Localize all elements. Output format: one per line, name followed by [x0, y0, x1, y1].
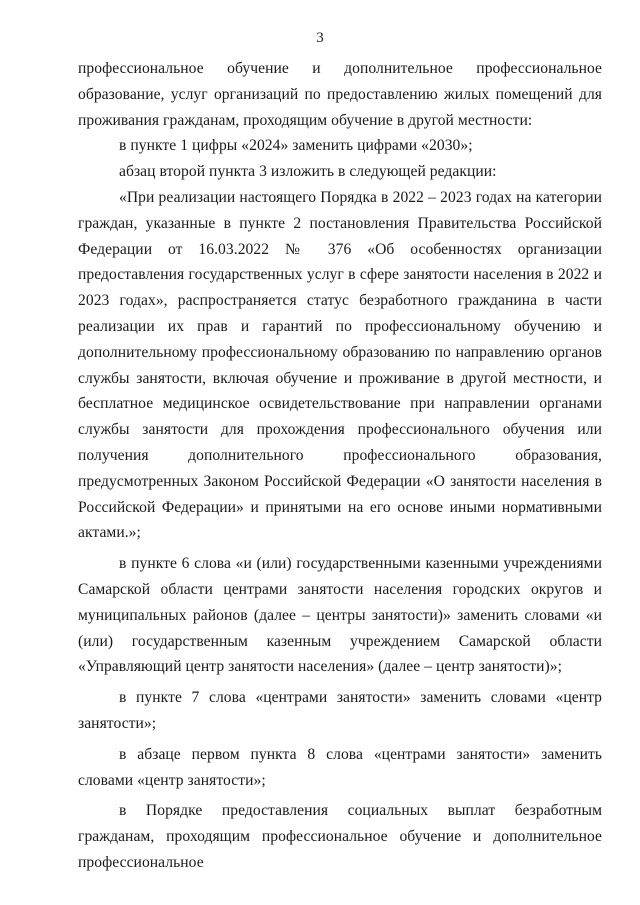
paragraph-point-8: в абзаце первом пункта 8 слова «центрами занятости» заменить словами «центр занятости»; — [78, 745, 602, 789]
document-body — [78, 56, 602, 876]
paragraph-continuation: профессиональное обучение и дополнительное профессиональное образование, услуг организаций по предоставлению жилых помещений для проживания гражданам, проходящим обучение в другой местности: — [78, 60, 602, 129]
paragraph-point-6: в пункте 6 слова «и (или) государственными казенными учреждениями Самарской области центрами занятости населения городских округов и муниципальных районов (далее – центры занятости)» заменить словами «и (или) государственным казенным учреждением Самарской области «Управляющий центр занятости населения» (далее – центр занятости)»; — [78, 555, 602, 676]
paragraph-point-3-text: «При реализации настоящего Порядка в 2022 – 2023 годах на категории граждан, указанные в пункте 2 постановления Правительства Российской Федерации от 16.03.2022 № 376 «Об особенностях организации предоставления государственных услуг в сфере занятости населения в 2022 и 2023 годах», распространяется статус безработного гражданина в части реализации их прав и гарантий по профессиональному обучению и дополнительному профессиональному образованию по направлению органов службы занятости, включая обучение и проживание в другой местности, и бесплатное медицинское освидетельствование при направлении органами службы занятости для прохождения профессионального обучения или получения дополнительного профессионального образования, предусмотренных Законом Российской Федерации «О занятости населения в Российской Федерации» и принятыми на его основе иными нормативными актами.»; — [78, 188, 602, 542]
paragraph-point-7: в пункте 7 слова «центрами занятости» заменить словами «центр занятости»; — [78, 689, 602, 732]
paragraph-social-payments: в Порядке предоставления социальных выплат безработным гражданам, проходящим профессиональное обучение и дополнительное профессиональное — [78, 802, 602, 871]
paragraph-point-1: в пункте 1 цифры «2024» заменить цифрами «2030»; — [119, 137, 473, 155]
paragraph-point-3-intro: абзац второй пункта 3 изложить в следующей редакции: — [119, 163, 497, 181]
page-number: 3 — [316, 30, 324, 46]
